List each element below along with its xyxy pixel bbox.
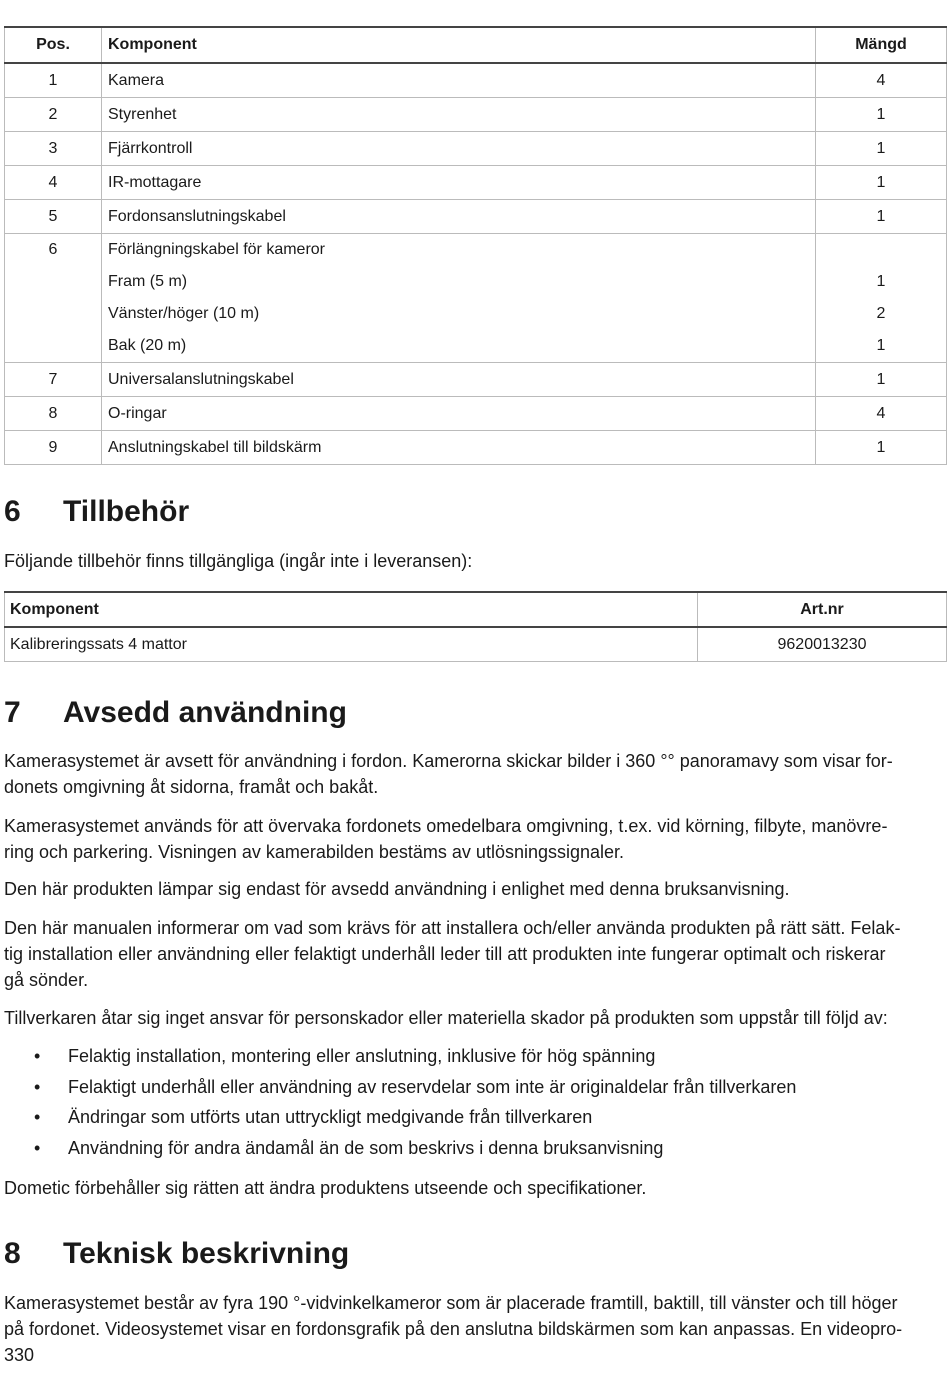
table-subrow [5, 298, 947, 330]
row-component: Kamera [102, 63, 816, 98]
row-artnr: 9620013230 [698, 627, 947, 662]
list-item-text: Felaktigt underhåll eller användning av reservdelar som inte är originaldelar från tillverkaren [68, 1076, 797, 1097]
row-component: Styrenhet [102, 98, 816, 132]
text-line: tig installation eller användning eller felaktigt underhåll leder till att produkten inte fungerar optimalt och riskerar [4, 944, 886, 964]
table-row [5, 234, 947, 267]
list-item-text: Ändringar som utförts utan uttryckligt medgivande från tillverkaren [68, 1107, 593, 1127]
row-qty: 1 [816, 132, 947, 166]
row-pos: 4 [5, 166, 102, 200]
section-number: 7 [4, 696, 21, 729]
paragraph: Dometic förbehåller sig rätten att ändra produktens utseende och specifikationer. [4, 1178, 647, 1198]
section-title: Tillbehör [63, 495, 190, 528]
header-artnr: Art.nr [698, 592, 947, 627]
list-item [4, 1133, 796, 1164]
paragraph: Tillverkaren åtar sig inget ansvar för personskador eller materiella skador på produkten som uppstår till följd av: [4, 1008, 888, 1028]
section-6-heading [4, 494, 189, 530]
subrow-qty: 1 [876, 273, 886, 290]
section-6-intro: Följande tillbehör finns tillgängliga (ingår inte i leveransen): [4, 551, 473, 571]
row-qty: 1 [816, 166, 947, 200]
table-row [5, 431, 947, 465]
table-row [5, 63, 947, 98]
section-number: 6 [4, 495, 21, 528]
paragraph [4, 748, 940, 800]
row-component: Fjärrkontroll [102, 132, 816, 166]
paragraph [4, 1290, 940, 1342]
row-component: Fordonsanslutningskabel [102, 200, 816, 234]
row-component: O-ringar [102, 397, 816, 431]
row-qty: 4 [816, 397, 947, 431]
section-8-heading [4, 1236, 349, 1272]
header-component: Komponent [102, 27, 816, 63]
row-pos: 9 [5, 431, 102, 465]
table-row [5, 98, 947, 132]
row-pos: 1 [5, 63, 102, 98]
parts-table [4, 26, 947, 465]
text-line: på fordonet. Videosystemet visar en fordonsgrafik på den anslutna bildskärmen som kan anpassas. En videopro- [4, 1319, 903, 1339]
subrow-qty: 2 [876, 305, 886, 322]
bullet-list [4, 1041, 796, 1163]
section-7-heading [4, 695, 347, 731]
paragraph: Den här produkten lämpar sig endast för avsedd användning i enlighet med denna bruksanvisning. [4, 879, 790, 899]
table-subrow [5, 330, 947, 363]
subrow-component: Vänster/höger (10 m) [102, 298, 816, 330]
subrow-qty: 1 [816, 330, 947, 363]
text-line: ring och parkering. Visningen av kamerabilden bestäms av utlösningssignaler. [4, 842, 625, 862]
bullet-icon: • [34, 1107, 41, 1127]
row-pos: 5 [5, 200, 102, 234]
table-header-row [5, 592, 947, 627]
table-header-row [5, 27, 947, 63]
row-pos: 3 [5, 132, 102, 166]
subrow-component: Bak (20 m) [102, 330, 816, 363]
row-qty: 1 [816, 363, 947, 397]
accessories-table [4, 591, 947, 662]
list-item [4, 1072, 796, 1103]
bullet-icon: • [34, 1046, 41, 1066]
table-row [5, 166, 947, 200]
section-title: Avsedd användning [63, 696, 347, 729]
row-qty: 1 [816, 200, 947, 234]
table-row [5, 200, 947, 234]
section-title: Teknisk beskrivning [63, 1237, 350, 1270]
bullet-icon: • [34, 1137, 41, 1158]
table-row [5, 132, 947, 166]
subrow-component: Fram (5 m) [102, 266, 816, 298]
text-line: Kamerasystemet används för att övervaka fordonets omedelbara omgivning, t.ex. vid körning, filbyte, manövre- [4, 816, 888, 836]
list-item-text: Användning för andra ändamål än de som beskrivs i denna bruksanvisning [68, 1137, 664, 1158]
paragraph [4, 915, 940, 993]
row-component: Anslutningskabel till bildskärm [102, 431, 816, 465]
page-number: 330 [4, 1345, 35, 1365]
text-line: donets omgivning åt sidorna, framåt och bakåt. [4, 777, 379, 797]
row-component: Kalibreringssats 4 mattor [5, 627, 698, 662]
row-pos: 6 [5, 234, 102, 267]
row-qty: 1 [816, 98, 947, 132]
table-row [5, 397, 947, 431]
row-pos: 7 [5, 363, 102, 397]
paragraph [4, 813, 940, 865]
text-line: Kamerasystemet är avsett för användning i fordon. Kamerorna skickar bilder i 360 °° panoramavy som visar for- [4, 751, 893, 771]
table-subrow [5, 266, 947, 298]
text-line: Kamerasystemet består av fyra 190 °-vidvinkelkameror som är placerade framtill, baktill, till vänster och till höger [4, 1293, 898, 1313]
row-qty: 4 [816, 63, 947, 98]
table-row [5, 627, 947, 662]
row-qty: 1 [816, 431, 947, 465]
row-pos: 2 [5, 98, 102, 132]
section-number: 8 [4, 1237, 21, 1270]
text-line: gå sönder. [4, 970, 89, 990]
row-component: IR-mottagare [102, 166, 816, 200]
bullet-icon: • [34, 1076, 41, 1097]
header-component: Komponent [5, 592, 698, 627]
row-pos: 8 [5, 397, 102, 431]
header-pos: Pos. [5, 27, 102, 63]
list-item [4, 1041, 796, 1072]
text-line: Den här manualen informerar om vad som krävs för att installera och/eller använda produkten på rätt sätt. Felak- [4, 918, 901, 938]
list-item-text: Felaktig installation, montering eller anslutning, inklusive för hög spänning [68, 1046, 656, 1066]
row-qty [816, 234, 947, 267]
row-component: Universalanslutningskabel [102, 363, 816, 397]
table-row [5, 363, 947, 397]
list-item [4, 1102, 796, 1133]
row-component: Förlängningskabel för kameror [102, 234, 816, 267]
header-qty: Mängd [816, 27, 947, 63]
